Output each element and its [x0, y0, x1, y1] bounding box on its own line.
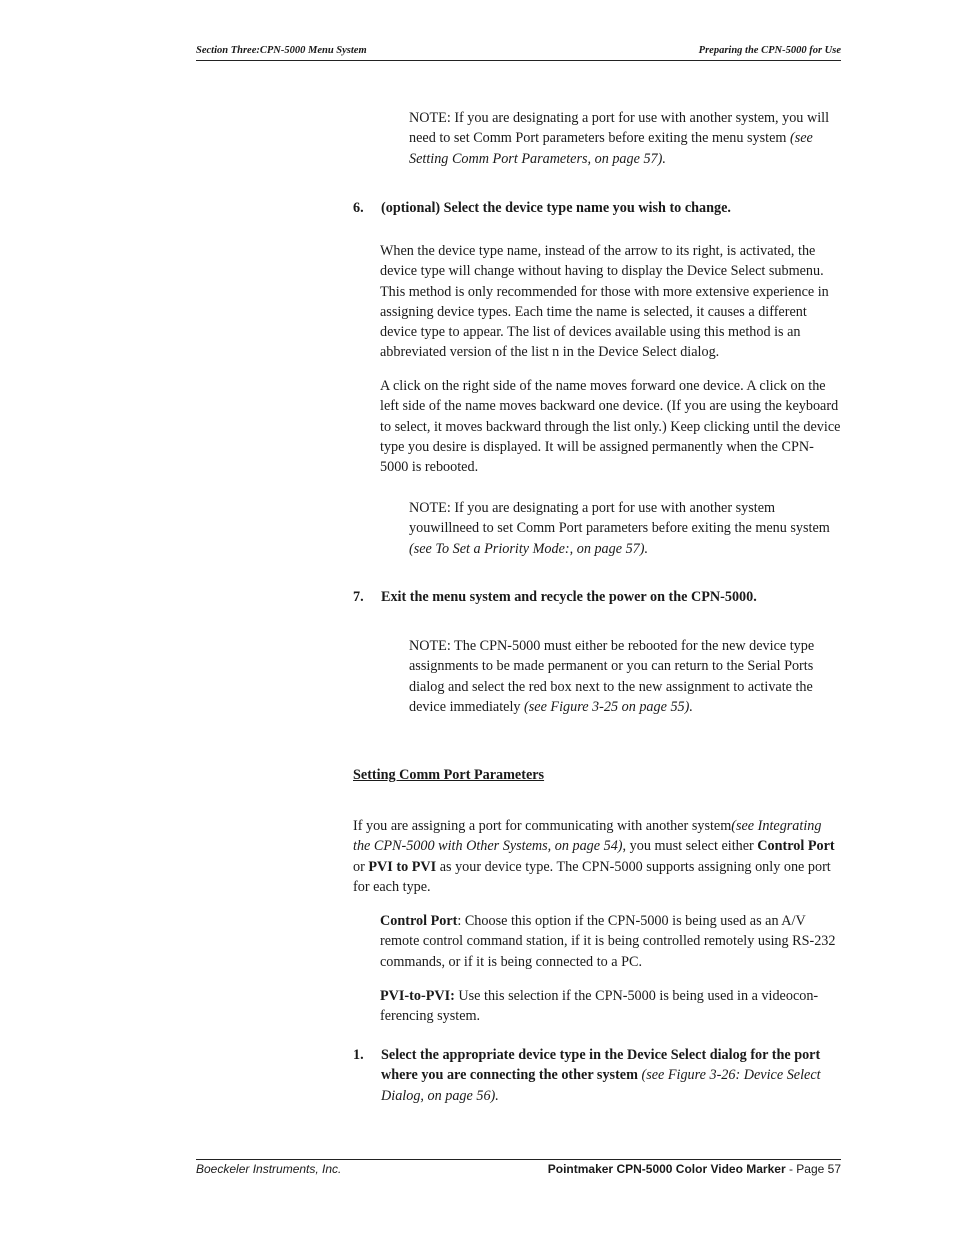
- paragraph-click-direction: A click on the right side of the name moves forward one device. A click on the left side of the name moves backward one device. (If you are using the keyboard to select, it moves backward through the list only.) Keep clicking until the device type you desire is displayed. It will be assigned permanently when the CPN-5000 is rebooted.: [380, 378, 841, 476]
- step-number: 1.: [353, 1047, 364, 1063]
- header-section-title: Section Three:CPN-5000 Menu System: [196, 45, 367, 56]
- term-control-port: Control Port: [757, 838, 835, 855]
- note-text: NOTE: If you are designating a port for use with another system, you will need to set Comm Port parameters before exiting the menu system: [409, 110, 830, 147]
- page-header: [196, 44, 841, 61]
- step-text: [381, 1045, 841, 1106]
- note-comm-port: [409, 108, 841, 169]
- header-chapter-title: Preparing the CPN-5000 for Use: [698, 45, 841, 56]
- page-footer: [196, 1159, 841, 1176]
- note-reference: (see Figure 3-25 on page 55).: [524, 698, 693, 715]
- paragraph-assigning-port: [353, 816, 841, 897]
- step-number: 6.: [353, 200, 364, 216]
- text-run: If you are assigning a port for communicating with another system: [353, 818, 732, 834]
- section-heading: Setting Comm Port Parameters: [353, 767, 545, 783]
- footer-company: Boeckeler Instruments, Inc.: [196, 1162, 342, 1176]
- note-reference: (see To Set a Priority Mode:, on page 57).: [409, 540, 649, 557]
- step-text: Exit the menu system and recycle the power on the CPN-5000.: [381, 589, 757, 605]
- text-run: as your device type. The CPN-5000 supports assigning only one port for each type.: [353, 858, 831, 895]
- note-reference: (see Setting Comm Port Parameters, on page 57).: [409, 130, 813, 167]
- note-priority-mode: [409, 498, 841, 559]
- step-instruction: Select the appropriate device type in the Device Select dialog for the port where you are connecting the other system: [381, 1047, 821, 1084]
- step-1: [353, 1045, 841, 1106]
- step-number: 7.: [353, 589, 364, 605]
- definition-term: Control Port: [380, 913, 458, 929]
- note-text: NOTE: If you are designating a port for use with another system youwillneed to set Comm Port parameters before exiting the menu system: [409, 500, 830, 537]
- definition-pvi-to-pvi: [380, 986, 841, 1027]
- text-run: or: [353, 858, 369, 875]
- definition-text: Use this selection if the CPN-5000 is being used in a videocon-ferencing system.: [380, 988, 819, 1025]
- step-6: [353, 198, 841, 218]
- step-reference: (see Figure 3-26: Device Select Dialog, on page 56).: [381, 1067, 821, 1104]
- note-reboot: [409, 636, 841, 717]
- footer-product-page: [548, 1162, 841, 1176]
- cross-reference: (see Integrating the CPN-5000 with Other Systems, on page 54): [353, 818, 822, 855]
- paragraph-device-type-name: When the device type name, instead of the arrow to its right, is activated, the device type will change without having to display the Device Select submenu. This method is only recommended for those with more extensive experience in assigning device types. Each time the name is selected, it causes a different device type to appear. The list of devices available using this method is an abbreviated version of the list n in the Device Select dialog.: [380, 243, 829, 361]
- footer-page-number: - Page 57: [785, 1162, 841, 1176]
- text-run: , you must select either: [622, 838, 758, 855]
- step-7: [353, 587, 841, 607]
- definition-control-port: [380, 911, 841, 972]
- note-text: NOTE: The CPN-5000 must either be rebooted for the new device type assignments to be made permanent or you can return to the Serial Ports dialog and select the red box next to the new assignment to activate the device immediately: [409, 638, 815, 715]
- definition-text: : Choose this option if the CPN-5000 is being used as an A/V remote control command station, if it is being controlled remotely using RS-232 commands, or if it is being connected to a PC.: [380, 913, 836, 970]
- step-text: (optional) Select the device type name you wish to change.: [381, 200, 731, 216]
- definition-term: PVI-to-PVI:: [380, 988, 455, 1004]
- term-pvi-to-pvi: PVI to PVI: [368, 858, 437, 875]
- footer-product: Pointmaker CPN-5000 Color Video Marker: [547, 1162, 786, 1176]
